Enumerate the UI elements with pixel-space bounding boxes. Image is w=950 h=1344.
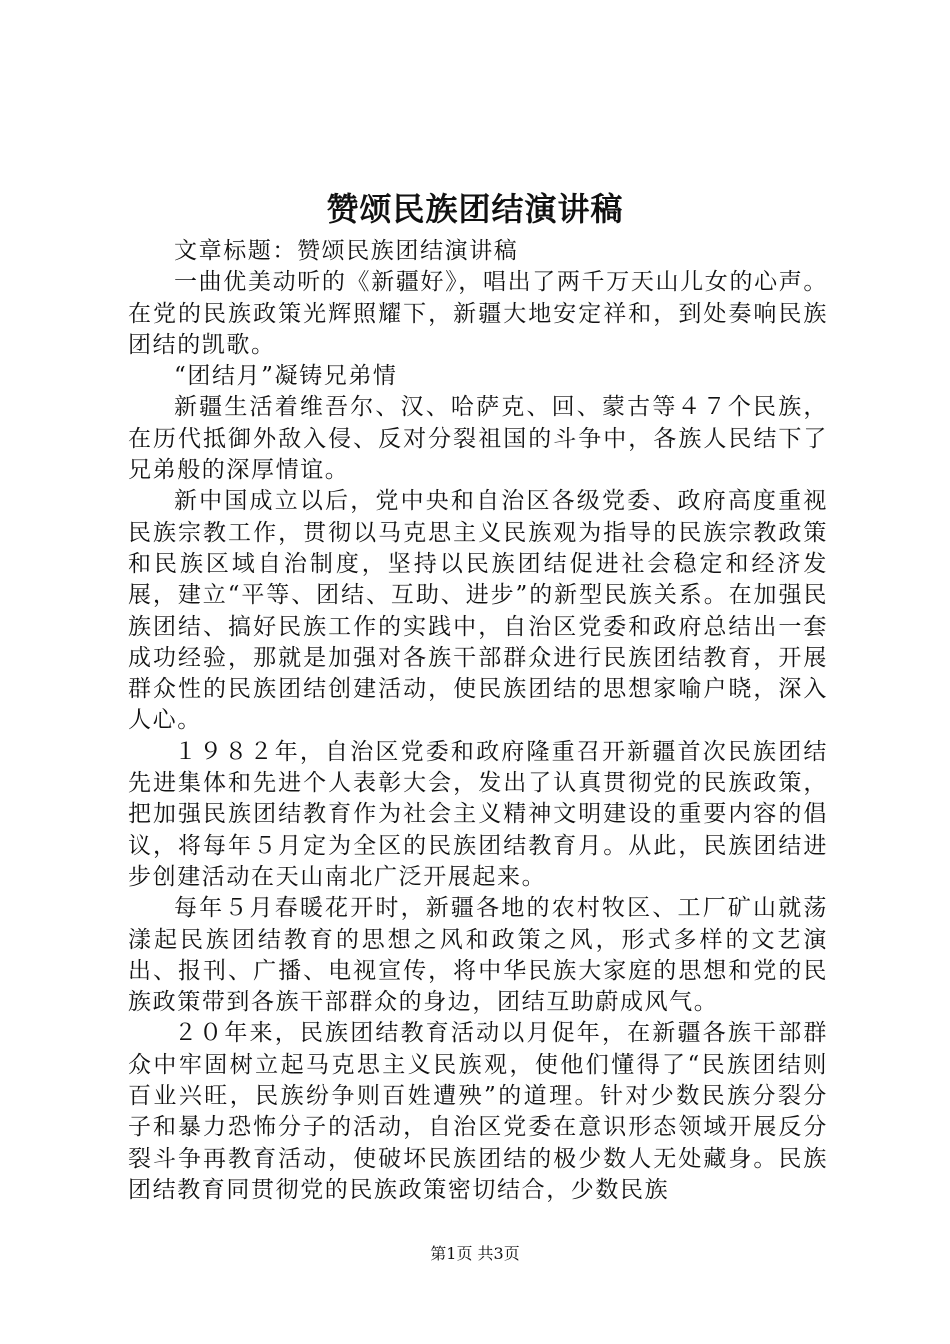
- section-heading: “团结月”凝铸兄弟情: [174, 363, 398, 390]
- document-body: [128, 236, 828, 1206]
- paragraph: 新疆生活着维吾尔、汉、哈萨克、回、蒙古等４７个民族，在历代抵御外敌入侵、反对分裂祖国的斗争中，各族人民结下了兄弟般的深厚情谊。: [128, 394, 828, 484]
- paragraph: １９８２年，自治区党委和政府隆重召开新疆首次民族团结先进集体和先进个人表彰大会，发出了认真贯彻党的民族政策，把加强民族团结教育作为社会主义精神文明建设的重要内容的倡议，将每年５月定为全区的民族团结教育月。从此，民族团结进步创建活动在天山南北广泛开展起来。: [128, 738, 828, 890]
- paragraph-article-title: 文章标题：赞颂民族团结演讲稿: [174, 238, 519, 264]
- paragraph: 每年５月春暖花开时，新疆各地的农村牧区、工厂矿山就荡漾起民族团结教育的思想之风和政策之风，形式多样的文艺演出、报刊、广播、电视宣传，将中华民族大家庭的思想和党的民族政策带到各族干部群众的身边，团结互助蔚成风气。: [128, 895, 828, 1016]
- paragraph: 新中国成立以后，党中央和自治区各级党委、政府高度重视民族宗教工作，贯彻以马克思主义民族观为指导的民族宗教政策和民族区域自治制度，坚持以民族团结促进社会稳定和经济发展，建立“平等、团结、互助、进步”的新型民族关系。在加强民族团结、搞好民族工作的实践中，自治区党委和政府总结出一套成功经验，那就是加强对各族干部群众进行民族团结教育，开展群众性的民族团结创建活动，使民族团结的思想家喻户晓，深入人心。: [128, 488, 828, 734]
- paragraph: ２０年来，民族团结教育活动以月促年，在新疆各族干部群众中牢固树立起马克思主义民族观，使他们懂得了“民族团结则百业兴旺，民族纷争则百姓遭殃”的道理。针对少数民族分裂分子和暴力恐怖分子的活动，自治区党委在意识形态领域开展反分裂斗争再教育活动，使破坏民族团结的极少数人无处藏身。民族团结教育同贯彻党的民族政策密切结合，少数民族: [128, 1020, 828, 1203]
- document-title: 赞颂民族团结演讲稿: [326, 190, 624, 228]
- page-number-footer: 第1页 共3页: [430, 1244, 520, 1263]
- paragraph: 一曲优美动听的《新疆好》，唱出了两千万天山儿女的心声。在党的民族政策光辉照耀下，新疆大地安定祥和，到处奏响民族团结的凯歌。: [128, 269, 828, 358]
